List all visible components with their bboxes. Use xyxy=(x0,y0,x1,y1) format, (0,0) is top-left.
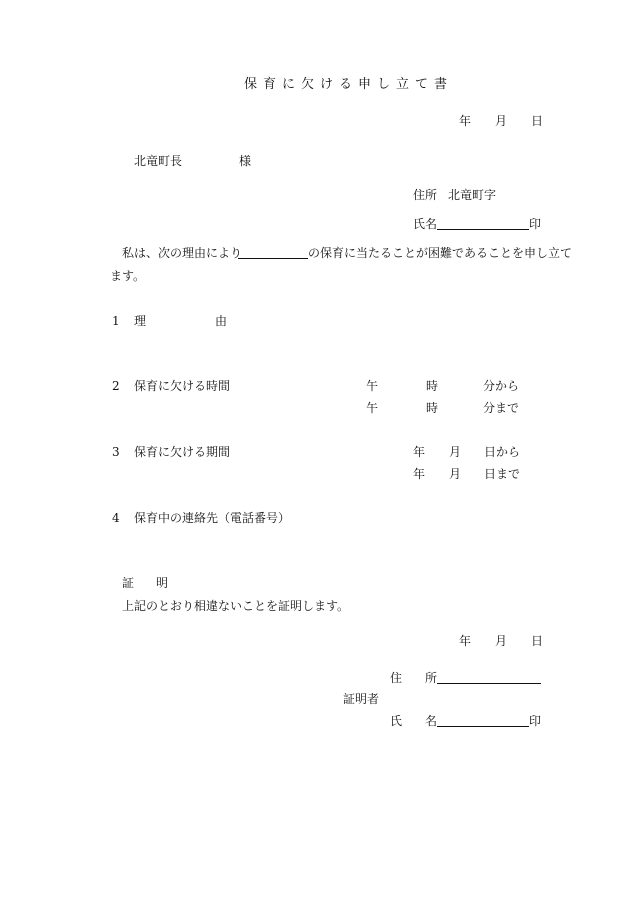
item-4-number: 4 xyxy=(112,511,120,525)
cert-date-day: 日 xyxy=(531,634,544,648)
cert-name-line[interactable] xyxy=(437,713,529,727)
certifier-label: 証明者 xyxy=(343,692,380,706)
statement-person-line[interactable] xyxy=(238,245,308,259)
applicant-address-value: 北竜町字 xyxy=(448,188,497,202)
item-3-label: 保育に欠ける期間 xyxy=(134,445,231,459)
statement-after: の保育に当たることが困難であることを申し立て xyxy=(308,246,573,260)
applicant-seal: 印 xyxy=(529,217,542,231)
hours-row2-minute: 分まで xyxy=(483,401,520,415)
item-1-label-a: 理 xyxy=(134,314,147,328)
period-row2-year: 年 xyxy=(413,467,426,481)
item-4-label: 保育中の連絡先（電話番号） xyxy=(134,511,291,525)
cert-name-label-b: 名 xyxy=(425,714,438,728)
period-row2-month: 月 xyxy=(449,467,462,481)
date-month: 月 xyxy=(495,114,508,128)
cert-address-label-a: 住 xyxy=(390,671,403,685)
period-row1-year: 年 xyxy=(413,445,426,459)
hours-row1-hour: 時 xyxy=(426,379,439,393)
hours-row2-hour: 時 xyxy=(426,401,439,415)
cert-address-line[interactable] xyxy=(437,670,541,684)
certification-heading-a: 証 xyxy=(122,576,135,590)
cert-seal: 印 xyxy=(529,714,542,728)
addressee-name: 北竜町長 xyxy=(134,154,183,168)
cert-name-label-a: 氏 xyxy=(390,714,403,728)
period-row2-day: 日まで xyxy=(484,467,521,481)
period-row1-day: 日から xyxy=(484,445,521,459)
certification-heading-b: 明 xyxy=(156,576,169,590)
item-1-number: 1 xyxy=(112,314,120,328)
item-3-number: 3 xyxy=(112,445,120,459)
hours-row2-ampm: 午 xyxy=(366,401,379,415)
document-title: 保育に欠ける申し立て書 xyxy=(244,77,454,92)
certification-text: 上記のとおり相違ないことを証明します。 xyxy=(122,599,350,613)
cert-address-label-b: 所 xyxy=(425,671,438,685)
item-1-label-b: 由 xyxy=(215,314,228,328)
hours-row1-minute: 分から xyxy=(483,379,520,393)
item-2-label: 保育に欠ける時間 xyxy=(134,379,231,393)
cert-date-year: 年 xyxy=(459,634,472,648)
date-day: 日 xyxy=(531,114,544,128)
hours-row1-ampm: 午 xyxy=(366,379,379,393)
item-2-number: 2 xyxy=(112,379,120,393)
applicant-name-line[interactable] xyxy=(437,216,529,230)
statement-line2: ます。 xyxy=(110,269,146,283)
addressee-honorific: 様 xyxy=(239,154,252,168)
applicant-address-label: 住所 xyxy=(413,188,438,202)
period-row1-month: 月 xyxy=(449,445,462,459)
applicant-name-label: 氏名 xyxy=(413,217,438,231)
statement-before: 私は、次の理由により xyxy=(122,246,243,260)
date-year: 年 xyxy=(459,114,472,128)
cert-date-month: 月 xyxy=(495,634,508,648)
